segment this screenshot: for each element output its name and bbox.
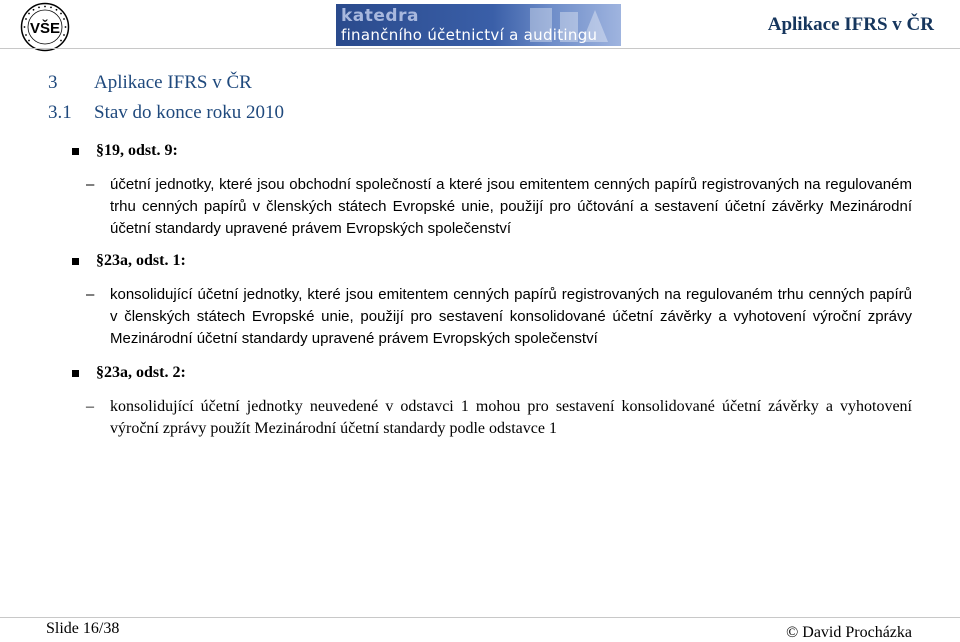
dash-marker: –: [86, 286, 95, 303]
heading-chapter-number: 3: [48, 72, 58, 93]
banner-line-department: finančního účetnictví a auditingu: [341, 26, 598, 44]
bullet-label: §19, odst. 9:: [96, 142, 178, 159]
square-bullet-icon: [72, 370, 79, 377]
banner-line-katedra: katedra: [341, 6, 419, 26]
vse-logo: [20, 2, 70, 52]
dash-marker: –: [86, 398, 94, 415]
dash-paragraph: [86, 174, 912, 240]
square-bullet-icon: [72, 148, 79, 155]
department-banner: [336, 4, 621, 46]
bullet-label: §23a, odst. 1:: [96, 252, 186, 269]
paragraph-text: konsolidující účetní jednotky neuvedené v odstavci 1 mohou pro sestavení konsolidované účetní závěrky a vyhotovení výroční zprávy použít Mezinárodní účetní standardy podle odstavce 1: [110, 398, 912, 437]
square-bullet-icon: [72, 258, 79, 265]
dash-marker: –: [86, 176, 95, 193]
bullet-label: §23a, odst. 2:: [96, 364, 186, 381]
dash-paragraph: [86, 396, 912, 440]
footer-divider: [0, 617, 960, 618]
paragraph-text: konsolidující účetní jednotky, které jsou emitentem cenných papírů registrovaných na regulovaném trhu cenných papírů v členských státech Evropské unie, použijí pro sestavení konsolidované účetní závěrky a vyhotovení výroční zprávy Mezinárodní účetní standardy upravené právem Evropských společenství: [110, 286, 912, 347]
dash-paragraph: [86, 284, 912, 350]
heading-chapter: [48, 72, 252, 94]
slide-number: Slide 16/38: [46, 620, 120, 637]
header-divider: [0, 48, 960, 49]
logo-text: VŠE: [29, 20, 61, 37]
heading-section-number: 3.1: [48, 102, 72, 123]
heading-section-text: Stav do konce roku 2010: [94, 102, 284, 123]
heading-chapter-text: Aplikace IFRS v ČR: [94, 72, 252, 93]
author-credit: © David Procházka: [786, 624, 912, 641]
header-title: Aplikace IFRS v ČR: [767, 14, 934, 35]
paragraph-text: účetní jednotky, které jsou obchodní společností a které jsou emitentem cenných papírů registrovaných na regulovaném trhu cenných papírů v členských státech Evropské unie, použijí pro účtování a sestavení účetní závěrky Mezinárodní účetní standardy upravené právem Evropských společenství: [110, 176, 912, 237]
heading-section: [48, 102, 284, 124]
